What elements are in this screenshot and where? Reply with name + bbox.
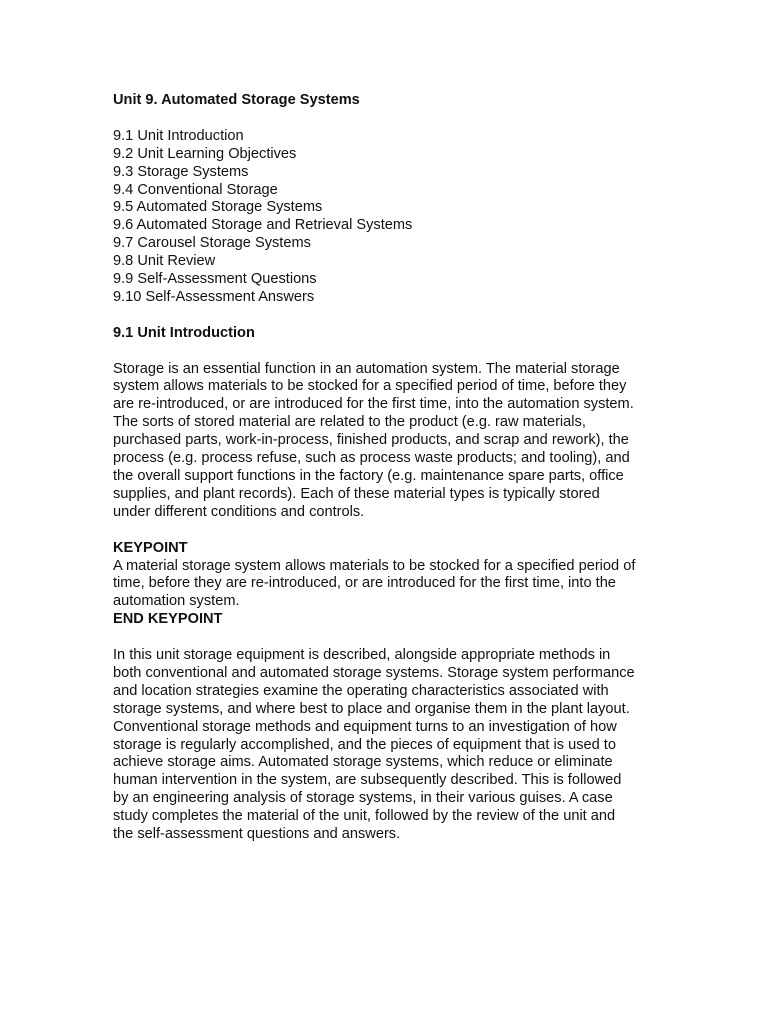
paragraph-line: supplies, and plant records). Each of these material types is typically stored [113, 485, 600, 502]
paragraph-line: automation system. [113, 593, 240, 610]
paragraph-line: are re-introduced, or are introduced for the first time, into the automation system. [113, 396, 634, 413]
paragraph-line: purchased parts, work-in-process, finished products, and scrap and rework), the [113, 432, 629, 449]
paragraph-line: system allows materials to be stocked for a specified period of time, before they [113, 378, 627, 395]
toc-item: 9.9 Self-Assessment Questions [113, 271, 317, 288]
paragraph-line: time, before they are re-introduced, or are introduced for the first time, into the [113, 575, 616, 592]
toc-item: 9.2 Unit Learning Objectives [113, 145, 297, 162]
section-heading: 9.1 Unit Introduction [113, 324, 255, 341]
keypoint-text [113, 558, 673, 612]
spacer [113, 629, 673, 647]
toc-item: 9.3 Storage Systems [113, 163, 249, 180]
toc-item: 9.1 Unit Introduction [113, 127, 244, 144]
spacer [113, 343, 673, 361]
paragraph-line: and location strategies examine the operating characteristics associated with [113, 682, 609, 699]
toc-item: 9.10 Self-Assessment Answers [113, 288, 315, 305]
paragraph-line: The sorts of stored material are related to the product (e.g. raw materials, [113, 414, 586, 431]
intro-paragraph [113, 361, 673, 522]
paragraph-line: A material storage system allows materials to be stocked for a specified period of [113, 557, 636, 574]
document-page [113, 92, 673, 844]
toc-item: 9.8 Unit Review [113, 253, 216, 270]
paragraph-line: by an engineering analysis of storage systems, in their various guises. A case [113, 790, 613, 807]
keypoint-label: KEYPOINT [113, 539, 188, 556]
paragraph-line: under different conditions and controls. [113, 503, 365, 520]
end-keypoint-label: END KEYPOINT [113, 611, 223, 628]
toc-item: 9.4 Conventional Storage [113, 181, 278, 198]
paragraph-line: In this unit storage equipment is described, alongside appropriate methods in [113, 647, 611, 664]
paragraph-line: achieve storage aims. Automated storage systems, which reduce or eliminate [113, 754, 613, 771]
unit-title: Unit 9. Automated Storage Systems [113, 92, 360, 108]
paragraph-line: human intervention in the system, are subsequently described. This is followed [113, 772, 622, 789]
body-paragraph [113, 647, 673, 844]
paragraph-line: both conventional and automated storage systems. Storage system performance [113, 664, 635, 681]
table-of-contents [113, 128, 673, 307]
paragraph-line: process (e.g. process refuse, such as process waste products; and tooling), and [113, 450, 630, 467]
spacer [113, 110, 673, 128]
toc-item: 9.6 Automated Storage and Retrieval Systems [113, 217, 413, 234]
spacer [113, 522, 673, 540]
toc-item: 9.7 Carousel Storage Systems [113, 235, 311, 252]
paragraph-line: Conventional storage methods and equipment turns to an investigation of how [113, 718, 617, 735]
paragraph-line: study completes the material of the unit, followed by the review of the unit and [113, 808, 616, 825]
spacer [113, 307, 673, 325]
toc-item: 9.5 Automated Storage Systems [113, 199, 323, 216]
paragraph-line: storage systems, and where best to place and organise them in the plant layout. [113, 700, 630, 717]
paragraph-line: the self-assessment questions and answers. [113, 826, 401, 843]
paragraph-line: the overall support functions in the factory (e.g. maintenance spare parts, office [113, 467, 624, 484]
paragraph-line: storage is regularly accomplished, and the pieces of equipment that is used to [113, 736, 616, 753]
paragraph-line: Storage is an essential function in an automation system. The material storage [113, 360, 620, 377]
